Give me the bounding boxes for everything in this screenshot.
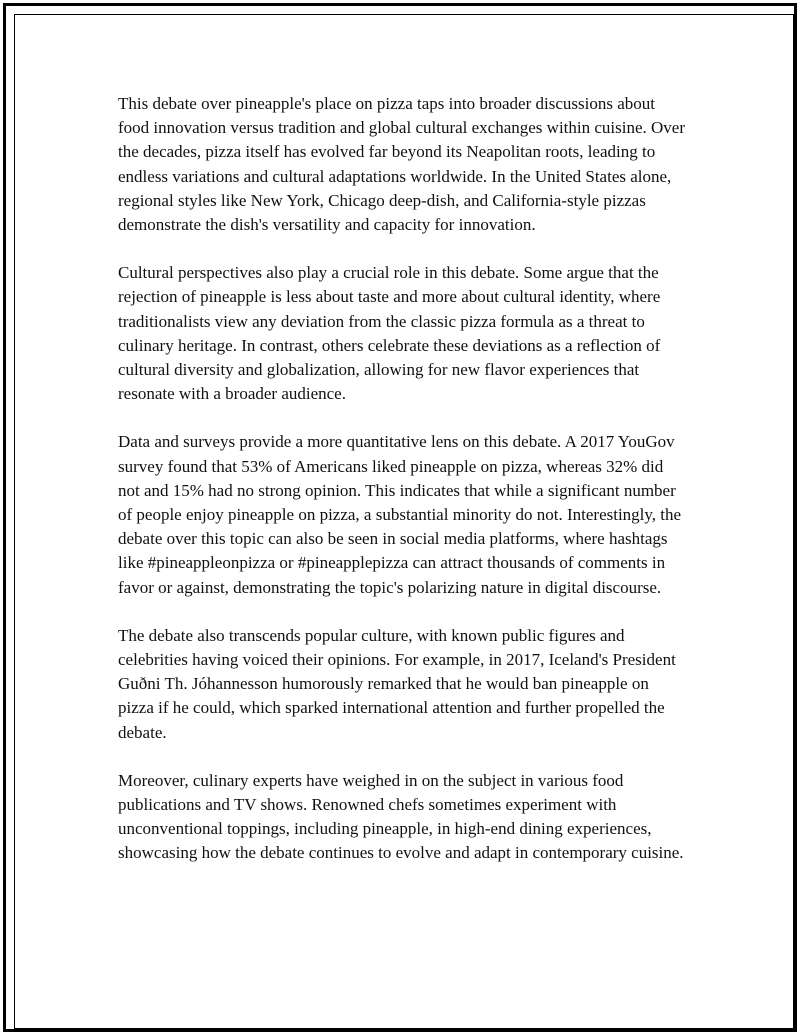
paragraph-data-surveys: Data and surveys provide a more quantitative lens on this debate. A 2017 YouGov survey found that 53% of Americans liked pineapple on pizza, whereas 32% did not and 15% had no strong opinion. This indicates that while a significant number of people enjoy pineapple on pizza, a substantial minority do not. Interestingly, the debate over this topic can also be seen in social media platforms, where hashtags like #pineappleonpizza or #pineapplepizza can attract thousands of comments in favor or against, demonstrating the topic's polarizing nature in digital discourse. xyxy=(118,432,682,597)
paragraph-cultural-perspectives: Cultural perspectives also play a crucial role in this debate. Some argue that the rejection of pineapple is less about taste and more about cultural identity, where traditionalists view any deviation from the classic pizza formula as a threat to culinary heritage. In contrast, others celebrate these deviations as a reflection of cultural diversity and globalization, allowing for new flavor experiences that resonate with a broader audience. xyxy=(118,263,661,404)
paragraph-food-innovation: This debate over pineapple's place on pizza taps into broader discussions about food innovation versus tradition and global cultural exchanges within cuisine. Over the decades, pizza itself has evolved far beyond its Neapolitan roots, leading to endless variations and cultural adaptations worldwide. In the United States alone, regional styles like New York, Chicago deep-dish, and California-style pizzas demonstrate the dish's versatility and capacity for innovation. xyxy=(118,94,686,235)
document-body xyxy=(118,92,688,890)
paragraph-culinary-experts: Moreover, culinary experts have weighed in on the subject in various food publications and TV shows. Renowned chefs sometimes experiment with unconventional toppings, including pineapple, in high-end dining experiences, showcasing how the debate continues to evolve and adapt in contemporary cuisine. xyxy=(118,770,684,863)
paragraph-popular-culture: The debate also transcends popular culture, with known public figures and celebrities having voiced their opinions. For example, in 2017, Iceland's President Guðni Th. Jóhannesson humorously remarked that he would ban pineapple on pizza if he could, which sparked international attention and further propelled the debate. xyxy=(118,625,676,742)
